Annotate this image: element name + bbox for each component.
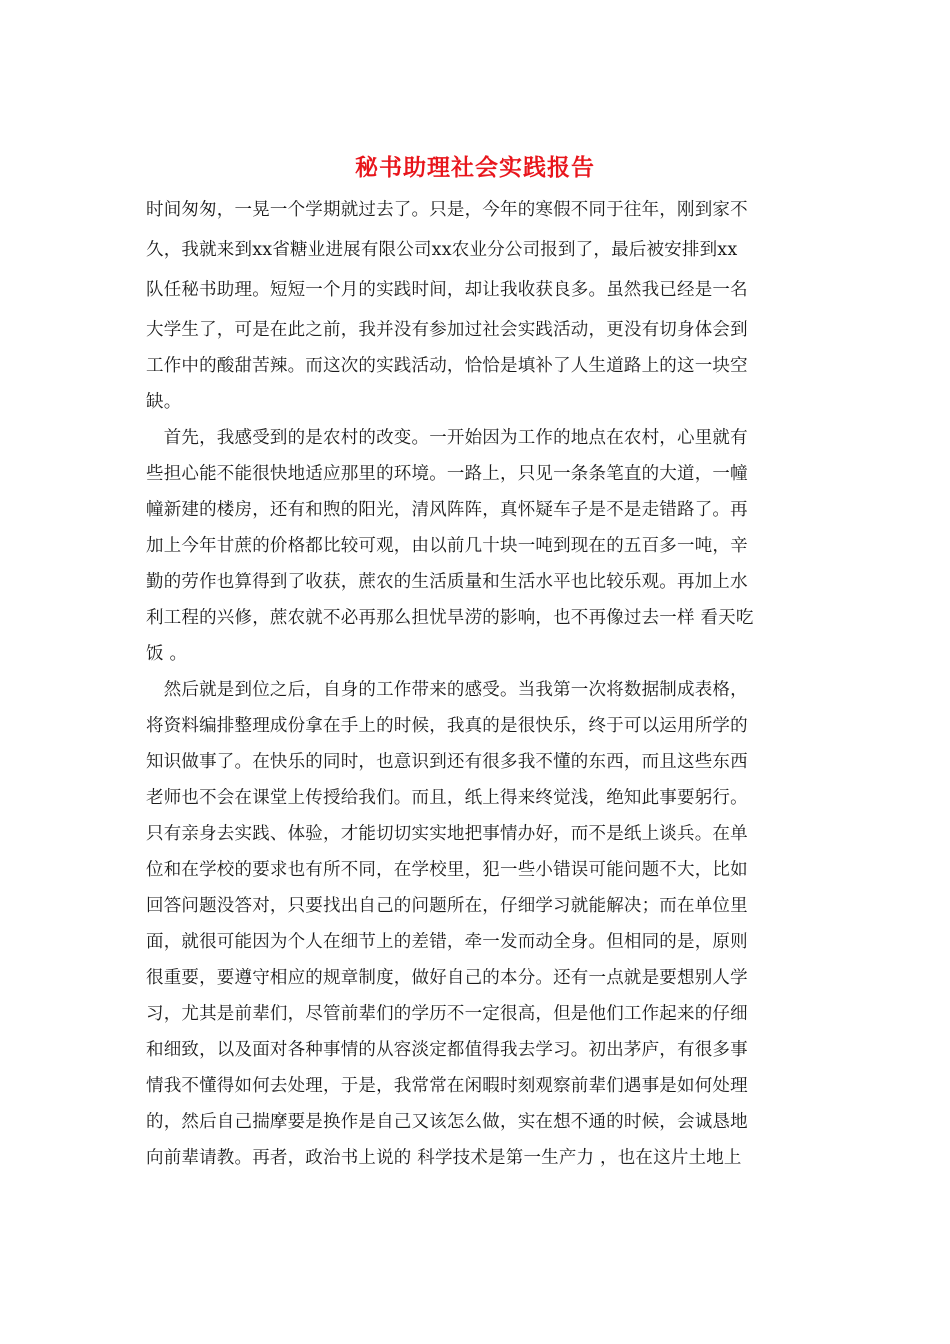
body-line: 时间匆匆，一晃一个学期就过去了。只是，今年的寒假不同于往年，刚到家不 (146, 200, 748, 220)
body-line: 队任秘书助理。短短一个月的实践时间，却让我收获良多。虽然我已经是一名 (146, 280, 748, 300)
body-line: 久，我就来到xx省糖业进展有限公司xx农业分公司报到了，最后被安排到xx (146, 240, 738, 260)
body-line: 勤的劳作也算得到了收获，蔗农的生活质量和生活水平也比较乐观。再加上水 (146, 572, 748, 592)
body-line: 然后就是到位之后，自身的工作带来的感受。当我第一次将数据制成表格， (146, 680, 748, 700)
body-line: 很重要，要遵守相应的规章制度，做好自己的本分。还有一点就是要想别人学 (146, 968, 748, 988)
body-line: 的，然后自己揣摩要是换作是自己又该怎么做，实在想不通的时候，会诚恳地 (146, 1112, 748, 1132)
body-line: 知识做事了。在快乐的同时，也意识到还有很多我不懂的东西，而且这些东西 (146, 752, 748, 772)
body-line: 只有亲身去实践、体验，才能切切实实地把事情办好，而不是纸上谈兵。在单 (146, 824, 748, 844)
body-line: 位和在学校的要求也有所不同，在学校里，犯一些小错误可能问题不大，比如 (146, 860, 748, 880)
body-line: 情我不懂得如何去处理，于是，我常常在闲暇时刻观察前辈们遇事是如何处理 (146, 1076, 748, 1096)
document-title: 秘书助理社会实践报告 (355, 154, 595, 181)
body-line: 向前辈请教。再者，政治书上说的 科学技术是第一生产力 ，也在这片土地上 (146, 1148, 742, 1168)
body-line: 面，就很可能因为个人在细节上的差错，牵一发而动全身。但相同的是，原则 (146, 932, 748, 952)
body-line: 些担心能不能很快地适应那里的环境。一路上，只见一条条笔直的大道，一幢 (146, 464, 748, 484)
body-line: 饭 。 (146, 644, 188, 664)
body-line: 首先，我感受到的是农村的改变。一开始因为工作的地点在农村，心里就有 (146, 428, 748, 448)
body-line: 将资料编排整理成份拿在手上的时候，我真的是很快乐，终于可以运用所学的 (146, 716, 748, 736)
body-line: 老师也不会在课堂上传授给我们。而且，纸上得来终觉浅，绝知此事要躬行。 (146, 788, 748, 808)
body-line: 缺。 (146, 392, 182, 412)
body-line: 幢新建的楼房，还有和煦的阳光，清风阵阵，真怀疑车子是不是走错路了。再 (146, 500, 748, 520)
body-line: 工作中的酸甜苦辣。而这次的实践活动，恰恰是填补了人生道路上的这一块空 (146, 356, 748, 376)
body-line: 大学生了，可是在此之前，我并没有参加过社会实践活动，更没有切身体会到 (146, 320, 748, 340)
body-line: 加上今年甘蔗的价格都比较可观，由以前几十块一吨到现在的五百多一吨，辛 (146, 536, 748, 556)
body-line: 和细致，以及面对各种事情的从容淡定都值得我去学习。初出茅庐，有很多事 (146, 1040, 748, 1060)
body-line: 回答问题没答对，只要找出自己的问题所在，仔细学习就能解决；而在单位里 (146, 896, 748, 916)
body-line: 习，尤其是前辈们，尽管前辈们的学历不一定很高，但是他们工作起来的仔细 (146, 1004, 748, 1024)
body-line: 利工程的兴修，蔗农就不必再那么担忧旱涝的影响，也不再像过去一样 看天吃 (146, 608, 754, 628)
